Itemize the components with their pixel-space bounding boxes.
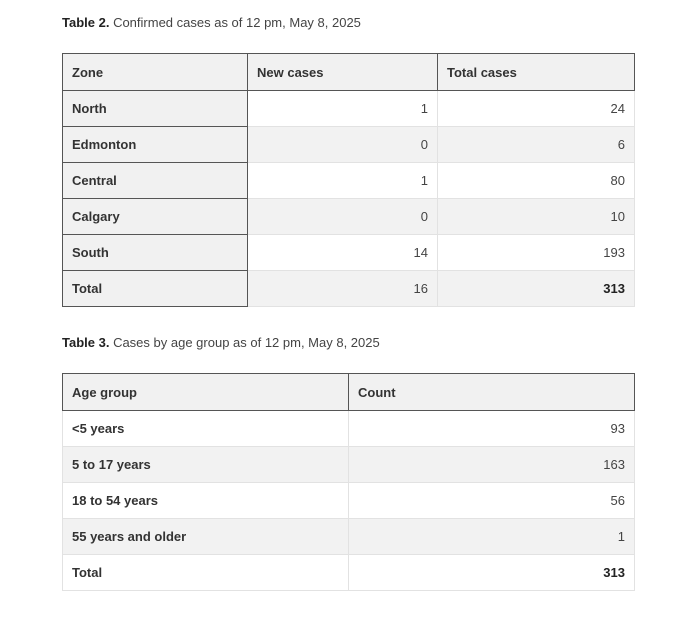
column-header-count: Count	[349, 374, 635, 411]
age-group-cell: 5 to 17 years	[63, 447, 349, 483]
total-cases-cell: 6	[438, 127, 635, 163]
table-header-row	[63, 54, 635, 91]
count-cell: 56	[349, 483, 635, 519]
table-row	[63, 519, 635, 555]
confirmed-cases-table	[62, 53, 635, 307]
total-cases-cell: 313	[438, 271, 635, 307]
table-row	[63, 447, 635, 483]
table3-caption-label: Table 3.	[62, 335, 110, 350]
table-total-row	[63, 555, 635, 591]
total-cases-cell: 24	[438, 91, 635, 127]
new-cases-cell: 1	[248, 91, 438, 127]
table2-caption	[62, 15, 361, 30]
table-row	[63, 235, 635, 271]
age-group-table	[62, 373, 635, 591]
column-header-zone: Zone	[63, 54, 248, 91]
count-cell: 163	[349, 447, 635, 483]
age-group-cell: <5 years	[63, 411, 349, 447]
table2-caption-text: Confirmed cases as of 12 pm, May 8, 2025	[109, 15, 361, 30]
zone-cell: South	[63, 235, 248, 271]
zone-cell: Central	[63, 163, 248, 199]
table-row	[63, 91, 635, 127]
count-cell: 1	[349, 519, 635, 555]
age-group-cell: 55 years and older	[63, 519, 349, 555]
table3-caption-text: Cases by age group as of 12 pm, May 8, 2025	[109, 335, 380, 350]
count-cell: 313	[349, 555, 635, 591]
count-cell: 93	[349, 411, 635, 447]
zone-cell: North	[63, 91, 248, 127]
column-header-total-cases: Total cases	[438, 54, 635, 91]
table2-caption-label: Table 2.	[62, 15, 110, 30]
zone-cell: Total	[63, 271, 248, 307]
column-header-age-group: Age group	[63, 374, 349, 411]
new-cases-cell: 0	[248, 127, 438, 163]
new-cases-cell: 14	[248, 235, 438, 271]
table-total-row	[63, 271, 635, 307]
table-row	[63, 483, 635, 519]
total-cases-cell: 193	[438, 235, 635, 271]
table-row	[63, 163, 635, 199]
total-cases-cell: 80	[438, 163, 635, 199]
age-group-cell: Total	[63, 555, 349, 591]
zone-cell: Edmonton	[63, 127, 248, 163]
table3-caption	[62, 335, 380, 350]
new-cases-cell: 16	[248, 271, 438, 307]
table-row	[63, 411, 635, 447]
age-group-cell: 18 to 54 years	[63, 483, 349, 519]
column-header-new-cases: New cases	[248, 54, 438, 91]
zone-cell: Calgary	[63, 199, 248, 235]
total-cases-cell: 10	[438, 199, 635, 235]
new-cases-cell: 1	[248, 163, 438, 199]
table-row	[63, 199, 635, 235]
new-cases-cell: 0	[248, 199, 438, 235]
table-row	[63, 127, 635, 163]
table-header-row	[63, 374, 635, 411]
